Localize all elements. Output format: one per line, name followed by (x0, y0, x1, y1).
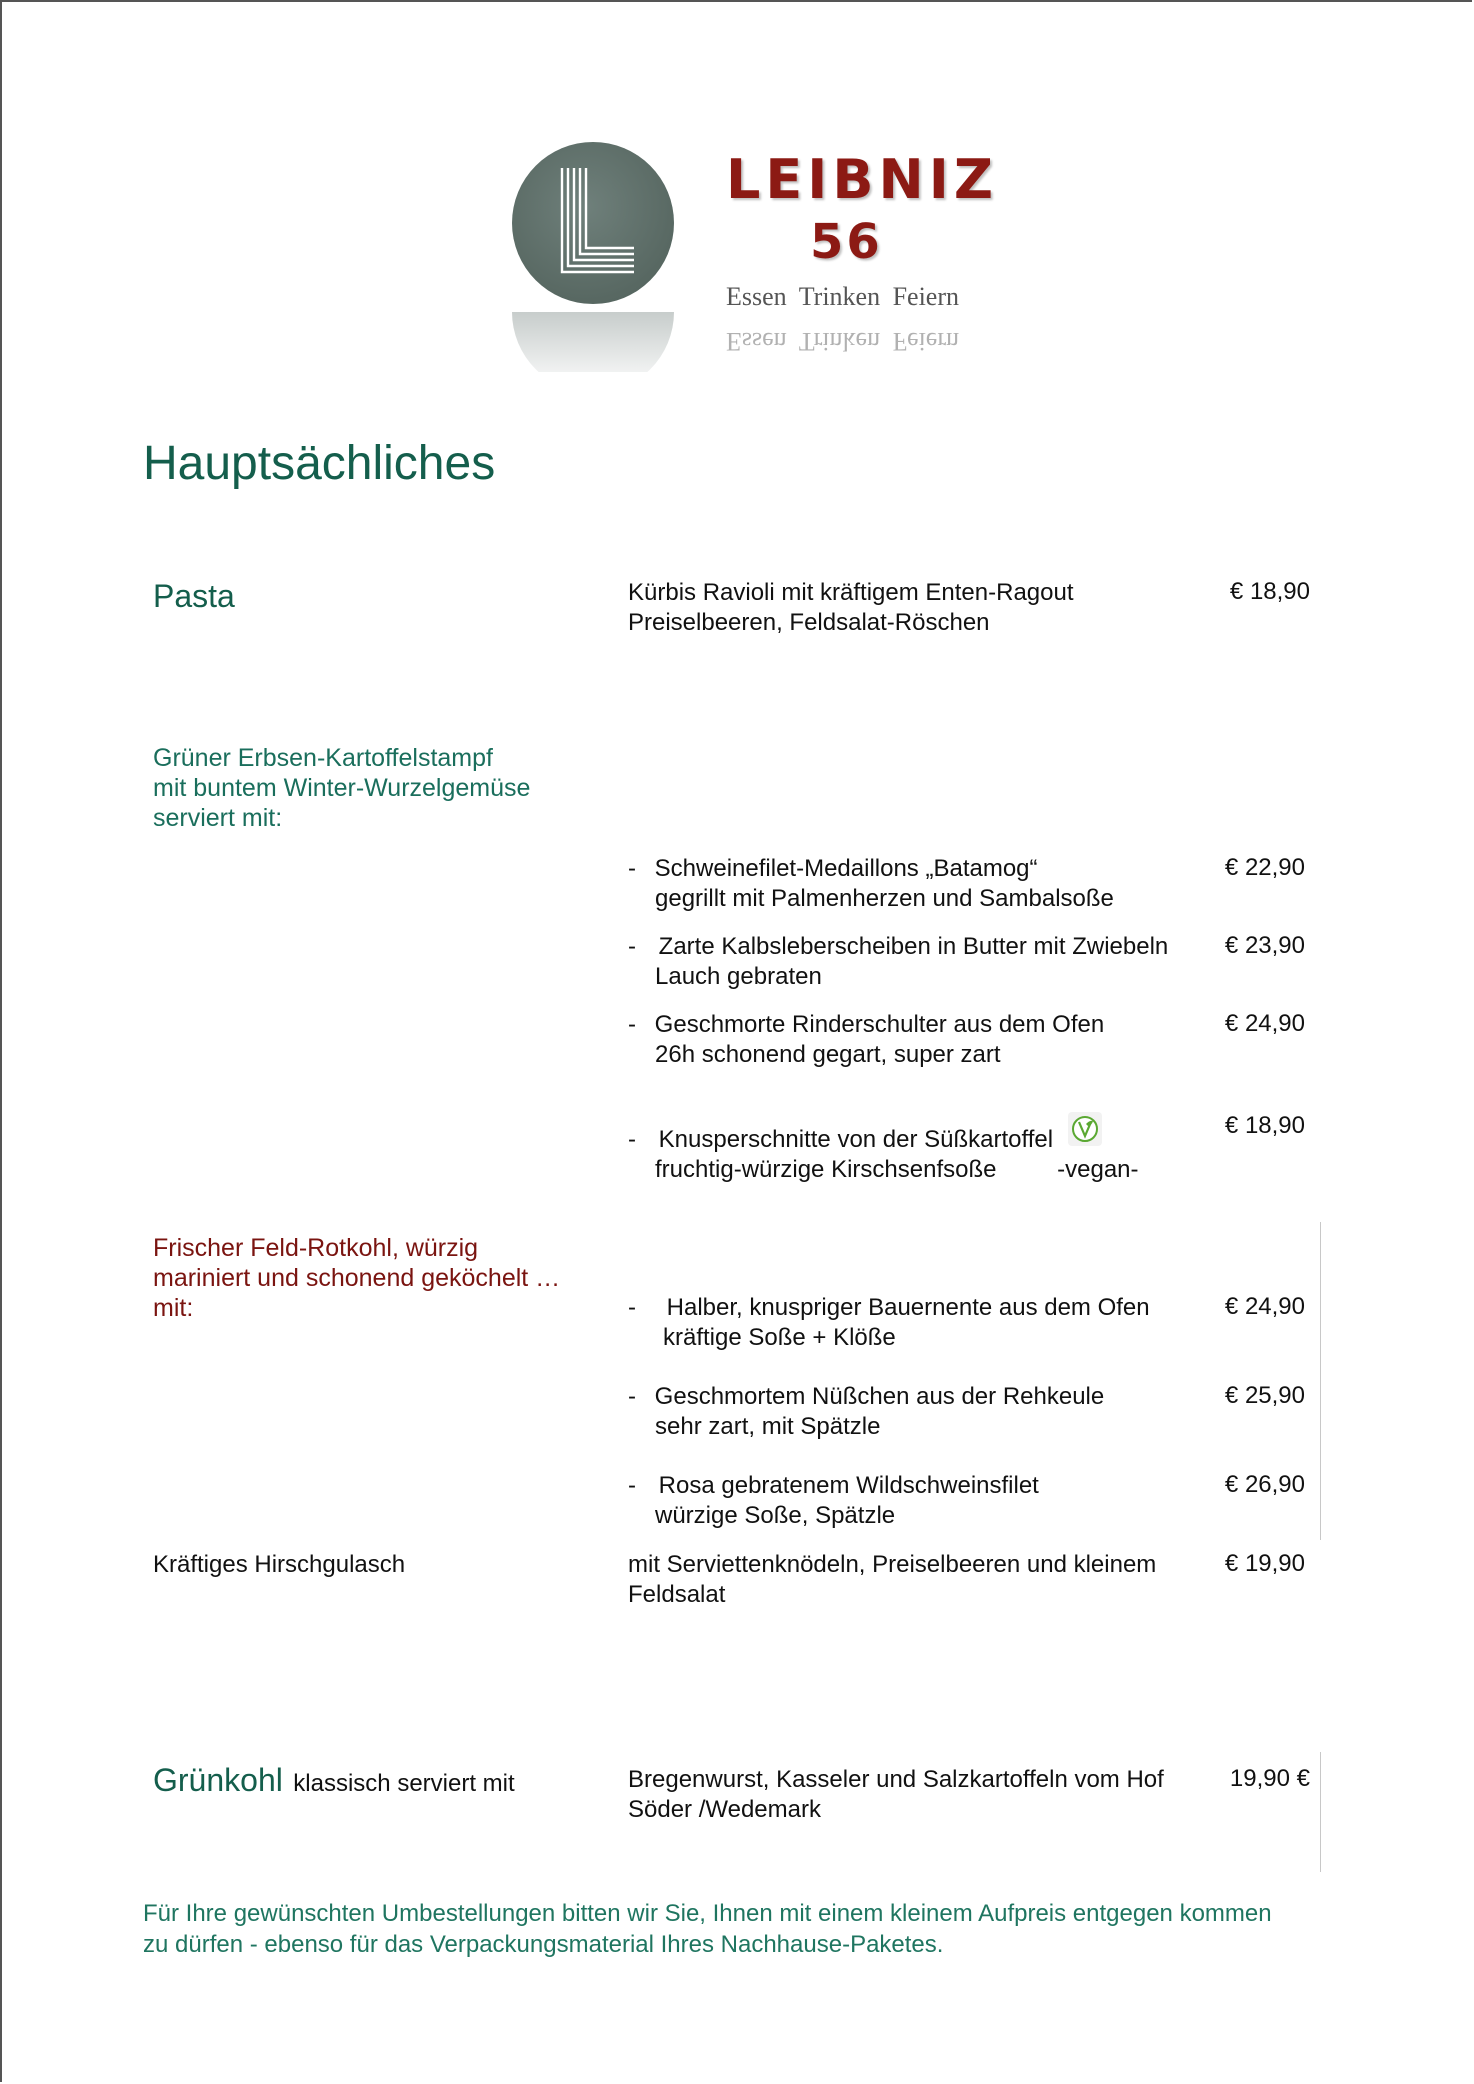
item-line2-row (628, 1155, 1188, 1185)
item-line2: 26h schonend gegart, super zart (655, 1041, 1001, 1068)
gruenkohl-name: Grünkohl (153, 1762, 283, 1798)
dash: - (628, 1126, 636, 1153)
gruenkohl-sub: klassisch serviert mit (293, 1770, 515, 1797)
page-title: Hauptsächliches (143, 437, 496, 490)
gruenkohl-price: 19,90 € (1229, 1765, 1310, 1792)
item-price: € 25,90 (1224, 1382, 1305, 1409)
divider-line (1320, 1222, 1321, 1540)
hirsch-line2: Feldsalat (628, 1581, 726, 1608)
vegan-note: -vegan- (1057, 1156, 1139, 1183)
menu-item (628, 1293, 1150, 1353)
item-line2: Lauch gebraten (655, 963, 822, 990)
hirsch-line1: mit Serviettenknödeln, Preiselbeeren und kleinem (628, 1551, 1157, 1578)
pasta-price: € 18,90 (1229, 578, 1310, 605)
menu-item (628, 1010, 1104, 1070)
footer-line1: Für Ihre gewünschten Umbestellungen bitten wir Sie, Ihnen mit einem kleinem Aufpreis entgegen kommen (143, 1900, 1272, 1927)
menu-item-vegan (628, 1125, 1188, 1185)
item-line1: Knusperschnitte von der Süßkartoffel (658, 1126, 1054, 1153)
brand-tagline-reflection: Essen Trinken Feiern (726, 327, 959, 356)
vegan-leaf-icon (1068, 1112, 1102, 1146)
menu-item (628, 854, 1114, 914)
dash: - (628, 1472, 636, 1499)
item-line1: Zarte Kalbsleberscheiben in Butter mit Zwiebeln (658, 933, 1169, 960)
erbsen-heading (153, 743, 530, 833)
erbsen-line1: Grüner Erbsen-Kartoffelstampf (153, 744, 493, 772)
item-line2: fruchtig-würzige Kirschsenfsoße (655, 1156, 997, 1183)
item-line2: würzige Soße, Spätzle (655, 1502, 896, 1529)
item-line1: Geschmorte Rinderschulter aus dem Ofen (654, 1011, 1105, 1038)
menu-item (628, 1471, 1039, 1531)
brand-number: 56 (810, 214, 883, 270)
item-price: € 23,90 (1224, 932, 1305, 959)
hirsch-name: Kräftiges Hirschgulasch (153, 1551, 406, 1578)
rotkohl-line3: mit: (153, 1294, 194, 1322)
item-line1: Rosa gebratenem Wildschweinsfilet (658, 1472, 1039, 1499)
item-line2: sehr zart, mit Spätzle (655, 1413, 881, 1440)
item-price: € 22,90 (1224, 854, 1305, 881)
dash: - (628, 933, 636, 960)
erbsen-line2: mit buntem Winter-Wurzelgemüse (153, 774, 531, 802)
dash: - (628, 1383, 636, 1410)
item-line2: kräftige Soße + Klöße (663, 1324, 896, 1351)
footer-note (143, 1898, 1343, 1960)
item-line1: Geschmortem Nüßchen aus der Rehkeule (654, 1383, 1105, 1410)
gruenkohl-line1: Bregenwurst, Kasseler und Salzkartoffeln vom Hof (628, 1766, 1164, 1793)
item-price: € 24,90 (1224, 1293, 1305, 1320)
item-price: € 26,90 (1224, 1471, 1305, 1498)
hirsch-description (628, 1550, 1156, 1610)
pasta-line2: Preiselbeeren, Feldsalat-Röschen (628, 609, 990, 636)
pasta-dish (628, 578, 1074, 638)
logo-circle-icon (510, 140, 676, 306)
rotkohl-line2: mariniert und schonend geköchelt … (153, 1264, 561, 1292)
brand-tagline: Essen Trinken Feiern (726, 282, 959, 311)
item-line1: Halber, knuspriger Bauernente aus dem Ofen (666, 1294, 1150, 1321)
erbsen-line3: serviert mit: (153, 804, 283, 832)
item-price: € 24,90 (1224, 1010, 1305, 1037)
logo-reflection-icon (510, 312, 676, 372)
item-line2: gegrillt mit Palmenherzen und Sambalsoße (655, 885, 1114, 912)
hirsch-price: € 19,90 (1224, 1550, 1305, 1577)
divider-line (1320, 1752, 1321, 1872)
dash: - (628, 1011, 636, 1038)
footer-line2: zu dürfen - ebenso für das Verpackungsmaterial Ihres Nachhause-Paketes. (143, 1931, 944, 1958)
rotkohl-heading (153, 1233, 560, 1323)
pasta-category: Pasta (153, 578, 235, 614)
pasta-line1: Kürbis Ravioli mit kräftigem Enten-Ragout (628, 579, 1074, 606)
gruenkohl-line2: Söder /Wedemark (628, 1796, 821, 1823)
gruenkohl-heading (153, 1762, 515, 1799)
dash: - (628, 1294, 636, 1321)
dash: - (628, 855, 636, 882)
menu-item (628, 932, 1168, 992)
rotkohl-line1: Frischer Feld-Rotkohl, würzig (153, 1234, 479, 1262)
brand-logo (500, 140, 1100, 400)
gruenkohl-description (628, 1765, 1164, 1825)
item-line1: Schweinefilet-Medaillons „Batamog“ (654, 855, 1038, 882)
brand-name: LEIBNIZ (726, 148, 998, 211)
menu-item (628, 1382, 1104, 1442)
item-price: € 18,90 (1224, 1112, 1305, 1139)
